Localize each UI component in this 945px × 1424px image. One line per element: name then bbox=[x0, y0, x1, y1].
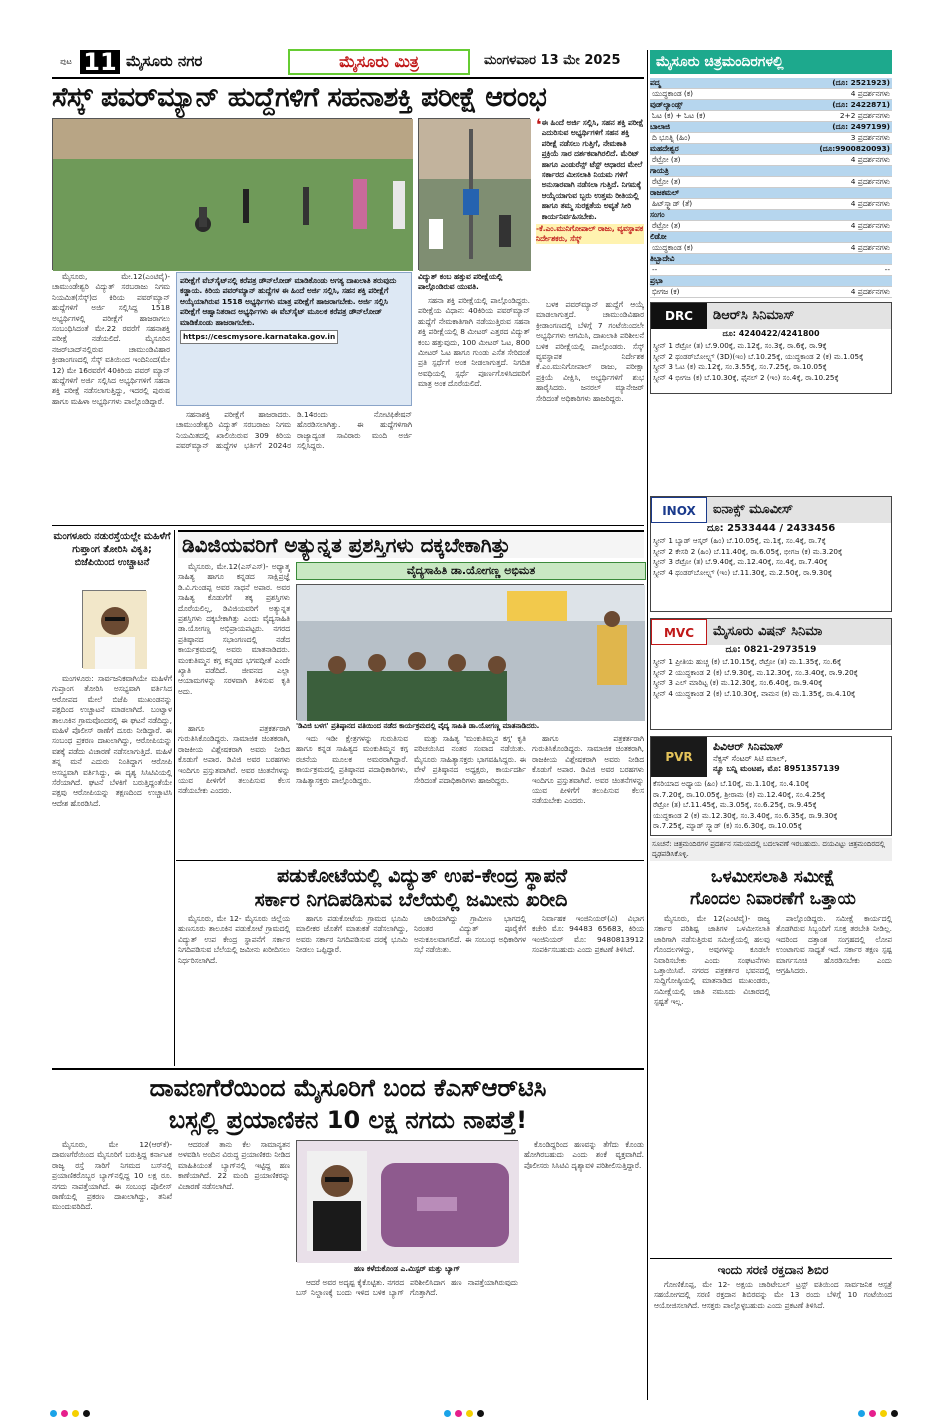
hall-phone: (ದೂ: 2497199) bbox=[832, 122, 890, 131]
show-count: 4 ಪ್ರದರ್ಶನಗಳು bbox=[850, 155, 890, 164]
show-count: 2+2 ಪ್ರದರ್ಶನಗಳು bbox=[839, 111, 890, 120]
davanagere-col-4-text: ಕೊಂಡಿದ್ದರಿಂದ ಹಣವನ್ನು ತೆಗೆದು ಕೊಂಡು ಹೋಗಿರಬಹುದು ಎಂದು ಶಂಕೆ ವ್ಯಕ್ತವಾಗಿದೆ. ಪೊಲೀಸರು ಸಿಸಿಟಿವಿ ದೃಶ್ಯಾವಳಿ ಪರಿಶೀಲಿಸುತ್ತಿದ್ದಾರೆ. bbox=[524, 1140, 644, 1170]
lead-col-3 bbox=[418, 296, 530, 522]
hall-show bbox=[650, 221, 892, 232]
bag-and-portrait-illustration bbox=[297, 1141, 519, 1263]
hall-name bbox=[650, 276, 892, 287]
pole-climb-illustration bbox=[419, 119, 531, 271]
show-title: ಯುದ್ಧಕಾಂಡ (ಕ) bbox=[652, 89, 693, 98]
right-column-rule bbox=[647, 50, 648, 1400]
lead-col-3-text: ಸಹನಾ ಶಕ್ತಿ ಪರೀಕ್ಷೆಯಲ್ಲಿ ಪಾಲ್ಗೊಂಡಿದ್ದರು. ಪರೀಕ್ಷೆಯ ವಿಧಾನ: 40ಕಿರಿಯ ಪವರ್‌ಮ್ಯಾನ್ ಹುದ್ದೆಗೆ ನೇಮಕಾತಿಗಾಗಿ ನಡೆಯುತ್ತಿರುವ ಸಹನಾ ಶಕ್ತಿ ಪರೀಕ್ಷೆಯಲ್ಲಿ 8 ಮೀಟರ್ ಎತ್ತರದ ವಿದ್ಯುತ್ ಕಂಬ ಹತ್ತುವುದು, 100 ಮೀಟರ್ ಓಟ, 800 ಮೀಟರ್ ಓಟ ಹಾಗೂ ಗುಂಡು ಎಸೆತ ಸೇರಿದಂತೆ ಪ್ರತಿ ಸ್ಪರ್ಧೆಗೆ ಅಂಕ ನೀಡಲಾಗುತ್ತದೆ. ನಿಗದಿತ ಅವಧಿಯಲ್ಲಿ ಸ್ಪರ್ಧೆ ಪೂರ್ಣಗೊಳಿಸಿದವರಿಗೆ ಮಾತ್ರ ಅಂಕ ದೊರೆಯಲಿದೆ. bbox=[418, 296, 530, 389]
mvc-phone: ದೂ: 0821-2973519 bbox=[725, 645, 817, 655]
paduko-col-3-text: ಜಾರಿಯಾಗಿದ್ದು ಗ್ರಾಮೀಣ ಭಾಗದಲ್ಲಿ ನಿರಂತರ ವಿದ್ಯುತ್ ಪೂರೈಕೆಗೆ ಅನುಕೂಲವಾಗಲಿದೆ. ಈ ಸಂಬಂಧ ಅಧಿಕಾರಿಗಳ ಸಭೆ ನಡೆಯಿತು. bbox=[414, 914, 526, 955]
paduko-col-3 bbox=[414, 914, 526, 1064]
lead-photo-shotput bbox=[52, 118, 412, 270]
lead-col-4 bbox=[536, 300, 644, 522]
olameesalati-col-1-text: ಮೈಸೂರು, ಮೇ 12(ಎಂಟಿವೈ)- ರಾಜ್ಯ ಸರ್ಕಾರ ಪರಿಶಿಷ್ಟ ಜಾತಿಗಳ ಒಳಮೀಸಲಾತಿ ಜಾರಿಗಾಗಿ ನಡೆಸುತ್ತಿರುವ ಸಮೀಕ್ಷೆಯಲ್ಲಿ ಹಲವು ಗೊಂದಲಗಳಿದ್ದು, ಅವುಗಳನ್ನು ಕೂಡಲೇ ನಿವಾರಿಸಬೇಕು ಎಂದು ಸಂಘಟನೆಗಳು ಒತ್ತಾಯಿಸಿವೆ. ನಗರದ ಪತ್ರಕರ್ತರ ಭವನದಲ್ಲಿ ಸುದ್ದಿಗೋಷ್ಠಿಯಲ್ಲಿ ಮಾತನಾಡಿದ ಮುಖಂಡರು, ಸಮೀಕ್ಷೆಯಲ್ಲಿ ಜಾತಿ ನಮೂದು ವಿಚಾರದಲ್ಲಿ ಸ್ಪಷ್ಟತೆ ಇಲ್ಲ. bbox=[654, 914, 770, 1007]
page-number-box bbox=[52, 50, 122, 74]
show-title: ಭೀಗಜ (ಕ) bbox=[652, 287, 680, 296]
olameesalati-col-1 bbox=[654, 914, 770, 1256]
show-row: ಕೆಸರಿಯಾದ ಅಧ್ಯಾಯ (ಹಿಂ) ಬೆ.10ಕ್ಕೆ, ಮ.1.10ಕ್ಕೆ, ಸಂ.4.10ಕ್ಕೆ bbox=[653, 779, 809, 788]
show-row: ಸ್ಕ್ರೀನ್ 2 ಥಂಡರ್‌ಬೋಲ್ಟ್ಸ್ (3D)(ಇಂ) ಬೆ.10.25ಕ್ಕೆ, ಯುದ್ಧಕಾಂಡ 2 (ಕ) ಮ.1.05ಕ್ಕೆ bbox=[653, 351, 864, 361]
paduko-col-4 bbox=[532, 914, 644, 1064]
show-row: ಸ್ಕ್ರೀನ್ 3 ಎಲ್ ಮಾರಿಟ್ಟ (ಕ) ಮ.12.30ಕ್ಕೆ, ಸಂ.6.40ಕ್ಕೆ, ರಾ.9.40ಕ್ಕೆ bbox=[653, 678, 823, 688]
show-row: ಯುದ್ಧಕಾಂಡ 2 (ಕ) ಮ.12.30ಕ್ಕೆ, ಸಂ.3.40ಕ್ಕೆ, ಸಂ.6.35ಕ್ಕೆ, ರಾ.9.30ಕ್ಕೆ bbox=[653, 810, 838, 820]
drc-logo: DRC bbox=[651, 303, 707, 329]
yellow-dot bbox=[72, 1410, 79, 1417]
hall-show bbox=[650, 287, 892, 298]
hall-show bbox=[650, 133, 892, 144]
davanagere-photo-caption: ಹಣ ಕಳೆದುಕೊಂಡ ಎ.ಮಿಸ್ಟರ್ ಮತ್ತು ಬ್ಯಾಗ್ bbox=[353, 1264, 461, 1273]
cyan-dot bbox=[50, 1410, 57, 1417]
md-quote-box bbox=[536, 118, 644, 300]
pvr-ad bbox=[650, 736, 892, 836]
hall-phone: (ದೂ: 2521923) bbox=[832, 78, 890, 87]
show-title: ಹಿಟ್‌ಸ್ಕ್ವಾಡ್ (ತೆ) bbox=[652, 199, 693, 208]
davanagere-col-1 bbox=[52, 1140, 172, 1398]
show-count: 4 ಪ್ರದರ್ಶನಗಳು bbox=[850, 199, 890, 208]
show-row: ಸ್ಕ್ರೀನ್ 2 ಯುದ್ಧಕಾಂಡ 2 (ಕ) ಬೆ.9.30ಕ್ಕೆ, ಮ.12.30ಕ್ಕೆ, ಸಂ.3.40ಕ್ಕೆ, ರಾ.9.20ಕ್ಕೆ bbox=[653, 667, 858, 677]
show-row: ಸ್ಕ್ರೀನ್ 3 ರೆಟ್ರೋ (ತ) ಬೆ.9.40ಕ್ಕೆ, ಮ.12.40ಕ್ಕೆ, ಸಂ.4ಕ್ಕೆ, ರಾ.7.40ಕ್ಕೆ bbox=[653, 557, 828, 567]
lead-photo-pole-climb bbox=[418, 118, 530, 270]
show-count: 4 ಪ್ರದರ್ಶನಗಳು bbox=[850, 287, 890, 296]
davanagere-col-2-text: ಆದರಂತೆ ತಾನು ಕೆಲ ಸಾಮಾನ್ಯತನ ಅಳವಡಿಸಿ ಅಂದಿನ ವಿರುದ್ಧ ಪ್ರಯಾಣಿಕರು ನೀಡಿದ ಮಾಹಿತಿಯಂತೆ ಬ್ಯಾಗ್‌ನಲ್ಲಿ ಇಟ್ಟಿದ್ದ ಹಣ ಕಾಣೆಯಾಗಿದೆ. 22 ಮಂದಿ ಪ್ರಯಾಣಿಕರನ್ನು ವಿಚಾರಣೆ ನಡೆಸಲಾಗಿದೆ. bbox=[178, 1140, 290, 1191]
show-title: ರೆಟ್ರೋ (ತ) bbox=[652, 221, 681, 230]
paduko-headline-1: ಪಡುಕೋಟೆಯಲ್ಲಿ ವಿದ್ಯುತ್ ಉಪ-ಕೇಂದ್ರ ಸ್ಥಾಪನೆ bbox=[277, 865, 567, 887]
award-headline: ಡಿವಿಜಿಯವರಿಗೆ ಅತ್ಯುನ್ನತ ಪ್ರಶಸ್ತಿಗಳು ದಕ್ಕಬೇಕಾಗಿತ್ತು bbox=[178, 530, 644, 558]
award-photo bbox=[296, 584, 644, 720]
stage-illustration bbox=[297, 585, 645, 721]
drc-name: ಡಿಆರ್‌ಸಿ ಸಿನಿಮಾಸ್ bbox=[707, 303, 891, 329]
issue-date: ಮಂಗಳವಾರ 13 ಮೇ 2025 bbox=[484, 53, 621, 68]
hall-name-text: ಪದ್ಮ bbox=[650, 78, 661, 87]
magenta-dot bbox=[61, 1410, 68, 1417]
davanagere-top-rule bbox=[52, 1068, 644, 1070]
hall-name-text: ವುಡ್‌ಲ್ಯಾಂಡ್ಸ್ bbox=[650, 100, 683, 109]
hall-show bbox=[650, 265, 892, 276]
left-column-rule bbox=[174, 530, 175, 1066]
pvr-sub: ನೆಕ್ಸಸ್ ಸೆಂಟರ್ ಸಿಟಿ ಮಾಲ್, bbox=[713, 754, 787, 763]
show-count: 4 ಪ್ರದರ್ಶನಗಳು bbox=[850, 177, 890, 186]
mvc-logo: MVC bbox=[651, 619, 707, 645]
hall-name bbox=[650, 100, 892, 111]
pvr-logo: PVR bbox=[651, 737, 707, 777]
show-count: 4 ಪ್ರದರ್ಶನಗಳು bbox=[850, 243, 890, 252]
lead-col-2b-text: ಸಹನಾಶಕ್ತಿ ಪರೀಕ್ಷೆಗೆ ಹಾಜರಾದರು. ಚಾಮುಂಡೇಶ್ವರಿ ವಿದ್ಯುತ್ ಸರಬರಾಜು ನಿಗಮ ನಿಯಮಿತದಲ್ಲಿ ಖಾಲಿಯಿರುವ 309 ಕಿರಿಯ ಪವರ್‌ಮ್ಯಾನ್ ಹುದ್ದೆಗಳ ಭರ್ತಿಗೆ 2024ರ ಡಿ.14ರಂದು ನೋಟಿಫಿಕೇಷನ್ ಹೊರಡಿಸಲಾಗಿತ್ತು. ಈ ಹುದ್ದೆಗಳಿಗಾಗಿ ರಾಜ್ಯಾದ್ಯಂತ ಸಾವಿರಾರು ಮಂದಿ ಅರ್ಜಿ ಸಲ್ಲಿಸಿದ್ದರು. bbox=[176, 410, 412, 451]
page-label: ಪುಟ bbox=[60, 57, 72, 66]
award-col-1 bbox=[178, 562, 290, 722]
printer-registration-dots-right bbox=[858, 1410, 898, 1417]
cyan-dot bbox=[858, 1410, 865, 1417]
show-title: ದಿ ಭೂತ್ನಿ (ಹಿಂ) bbox=[652, 133, 691, 142]
hall-name-text: ಬಾಲಾಜಿ bbox=[650, 122, 671, 131]
lead-col-2b bbox=[176, 410, 412, 522]
quote-author: -ಕೆ.ಎಂ.ಮುನಿಗೋಪಾಲ್ ರಾಜು, ವ್ಯವಸ್ಥಾಪಕ ನಿರ್ದೇಶಕರು, ಸೆಸ್ಕ್ bbox=[536, 224, 644, 244]
inox-shows bbox=[651, 534, 891, 580]
davanagere-col-4 bbox=[524, 1140, 644, 1398]
olameesalati-headline-1: ಒಳಮೀಸಲಾತಿ ಸಮೀಕ್ಷೆ bbox=[711, 867, 835, 887]
show-title: ರೆಟ್ರೋ (ತ) bbox=[652, 155, 681, 164]
paduko-col-4-text: ನಿರ್ವಾಹಕ ಇಂಜಿನಿಯರ್(ವಿ) ವಿಭಾಗ ಕಚೇರಿ ಮೊ: 94483 65683, ಕಿರಿಯ ಇಂಜಿನಿಯರ್ ಮೊ: 9480813912 ಸಂಪರ್ಕಿಸಬಹುದು ಎಂದು ಪ್ರಕಟಣೆ ತಿಳಿಸಿದೆ. bbox=[532, 914, 644, 955]
hall-name bbox=[650, 78, 892, 89]
award-col-3-text: ಇದು ಇಡೀ ಕ್ಷೇತ್ರಗಳನ್ನು ಗುರುತಿಸುವ ಹಾಗೂ ಕನ್ನಡ ಸಾಹಿತ್ಯದ ಮಂಕುತಿಮ್ಮನ ಕಗ್ಗ ರಚನೆಯ ಮೂಲಕ ಅಮರರಾಗಿದ್ದಾರೆ. ಕಾರ್ಯಕ್ರಮದಲ್ಲಿ ಪ್ರತಿಷ್ಠಾನದ ಪದಾಧಿಕಾರಿಗಳು, ಸಾಹಿತ್ಯಾಸಕ್ತರು ಪಾಲ್ಗೊಂಡಿದ್ದರು. bbox=[296, 734, 408, 785]
show-row: ಸ್ಕ್ರೀನ್ 4 ಯುದ್ಧಕಾಂಡ 2 (ಕ) ಬೆ.10.30ಕ್ಕೆ, ವಾಮನ (ಕ) ಮ.1.35ಕ್ಕೆ, ರಾ.4.10ಕ್ಕೆ bbox=[653, 688, 856, 698]
show-row: ಸ್ಕ್ರೀನ್ 2 ಕೇಸರಿ 2 (ಹಿಂ) ಬೆ.11.40ಕ್ಕೆ, ರಾ.6.05ಕ್ಕೆ, ಭೀಗಜ (ಕ) ಮ.3.20ಕ್ಕೆ bbox=[653, 546, 843, 556]
blood-body bbox=[654, 1280, 892, 1398]
award-col-1-text: ಮೈಸೂರು, ಮೇ.12(ಎಸ್‌ಎಸ್)- ಅಧ್ಯಾತ್ಮ ಸಾಹಿತ್ಯ ಹಾಗೂ ಕನ್ನಡದ ಸಾಕ್ಷಿಪ್ರಜ್ಞೆ ಡಿ.ವಿ.ಗುಂಡಪ್ಪ ಅವರ ಸಾಧನೆ ಅಪಾರ. ಅವರ ಸಾಹಿತ್ಯ ಕೊಡುಗೆಗೆ ತಕ್ಕ ಪ್ರಶಸ್ತಿಗಳು ದೊರೆಯಲಿಲ್ಲ, ಡಿವಿಜಿಯವರಿಗೆ ಅತ್ಯುನ್ನತ ಪ್ರಶಸ್ತಿಗಳು ದಕ್ಕಬೇಕಾಗಿತ್ತು ಎಂದು ವೈದ್ಯಸಾಹಿತಿ ಡಾ.ಯೋಗಣ್ಣ ಅಭಿಪ್ರಾಯಪಟ್ಟರು. ನಗರದ ಪ್ರತಿಷ್ಠಾನದ ಸಭಾಂಗಣದಲ್ಲಿ ನಡೆದ ಕಾರ್ಯಕ್ರಮದಲ್ಲಿ ಅವರು ಮಾತನಾಡಿದರು. ಮಂಕುತಿಮ್ಮನ ಕಗ್ಗ ಕನ್ನಡದ ಭಗವದ್ಗೀತೆ ಎಂದೇ ಖ್ಯಾತಿ ಪಡೆದಿದೆ. ಜೀವನದ ಎಲ್ಲಾ ಆಯಾಮಗಳನ್ನು ಸರಳವಾಗಿ ತಿಳಿಸುವ ಕೃತಿ ಅದು. bbox=[178, 562, 290, 696]
hall-name bbox=[650, 122, 892, 133]
hall-show bbox=[650, 89, 892, 100]
hall-name bbox=[650, 166, 892, 177]
show-row: ಸ್ಕ್ರೀನ್ 1 ರೆಟ್ರೋ (ತ) ಬೆ.9.00ಕ್ಕೆ, ಮ.12ಕ್ಕೆ, ಸಂ.3ಕ್ಕೆ, ರಾ.6ಕ್ಕೆ, ರಾ.9ಕ್ಕೆ bbox=[653, 341, 827, 350]
blood-body-text: ಗೋಣಿಕೊಪ್ಪ, ಮೇ 12- ಅಕ್ಷಯ ಚಾರಿಟೇಬಲ್ ಟ್ರಸ್ಟ್ ವತಿಯಿಂದ ಸಾರ್ವಜನಿಕ ಆಸ್ಪತ್ರೆ ಸಹಯೋಗದಲ್ಲಿ ಸರಣಿ ರಕ್ತದಾನ ಶಿಬಿರವನ್ನು ಮೇ 13 ರಂದು ಬೆಳಿಗ್ಗೆ 10 ಗಂಟೆಯಿಂದ ಆಯೋಜಿಸಲಾಗಿದೆ. ಆಸಕ್ತರು ಪಾಲ್ಗೊಳ್ಳಬಹುದು ಎಂದು ಪ್ರಕಟಣೆ ತಿಳಿಸಿದೆ. bbox=[654, 1280, 892, 1310]
black-dot bbox=[83, 1410, 90, 1417]
drc-phone: ದೂ: 4240422/4241800 bbox=[722, 329, 820, 338]
printer-registration-dots-center bbox=[444, 1410, 484, 1417]
davanagere-col-3-text: ಆದರೆ ಅವರ ಅದೃಷ್ಟ ಕೈಕೊಟ್ಟಿತು. ನಗರದ ಬಸ್ ನಿಲ್ದಾಣಕ್ಕೆ ಬಂದು ಇಳಿದ ಬಳಿಕ ಬ್ಯಾಗ್ ಪರಿಶೀಲಿಸಿದಾಗ ಹಣ ನಾಪತ್ತೆಯಾಗಿರುವುದು ಗೊತ್ತಾಗಿದೆ. bbox=[296, 1278, 518, 1298]
award-col-2-text: ಹಾಗೂ ಪತ್ರಕರ್ತರಾಗಿ ಗುರುತಿಸಿಕೊಂಡಿದ್ದರು. ಸಾಮಾಜಿಕ ಚಿಂತಕರಾಗಿ, ರಾಜಕೀಯ ವಿಶ್ಲೇಷಕರಾಗಿ ಅವರು ನೀಡಿದ ಕೊಡುಗೆ ಅಪಾರ. ಡಿವಿಜಿ ಅವರ ಬರಹಗಳು ಇಂದಿಗೂ ಪ್ರಸ್ತುತವಾಗಿವೆ. ಅವರ ಚಿಂತನೆಗಳನ್ನು ಯುವ ಪೀಳಿಗೆಗೆ ತಲುಪಿಸುವ ಕೆಲಸ ನಡೆಯಬೇಕು ಎಂದರು. bbox=[178, 724, 290, 796]
pvr-phone: ನ್ಯೂ ಬನ್ನಿ ಮಂಟಪ, ಮೊ: 8951357139 bbox=[713, 764, 840, 773]
hall-name-text: ಲಿಡೋ bbox=[650, 232, 667, 241]
davanagere-col-2 bbox=[178, 1140, 290, 1398]
show-row: ಸ್ಕ್ರೀನ್ 4 ಥಂಡರ್‌ಬೋಲ್ಟ್ಸ್ (ಇಂ) ಬೆ.11.30ಕ್ಕೆ, ಮ.2.50ಕ್ಕೆ, ರಾ.9.30ಕ್ಕೆ bbox=[653, 567, 833, 577]
hall-name bbox=[650, 254, 892, 265]
hall-name-text: ತಿಬ್ಬಾದೇವಿ bbox=[650, 254, 675, 263]
paduko-col-2 bbox=[296, 914, 408, 1064]
cinema-note: ಸೂಚನೆ: ಚಿತ್ರಮಂದಿರಗಳ ಪ್ರದರ್ಶನ ಸಮಯದಲ್ಲಿ ಬದಲಾವಣೆ ಇರಬಹುದು. ದಯವಿಟ್ಟು ಚಿತ್ರಮಂದಿರದಲ್ಲಿ ದೃಢಪಡಿಸಿಕೊಳ್ಳಿ. bbox=[650, 838, 892, 861]
blood-top-rule bbox=[650, 1258, 892, 1259]
olameesalati-headline-2: ಗೊಂದಲ ನಿವಾರಣೆಗೆ ಒತ್ತಾಯ bbox=[690, 889, 856, 909]
lead-info-box bbox=[176, 272, 412, 406]
show-count: 4 ಪ್ರದರ್ಶನಗಳು bbox=[850, 221, 890, 230]
hall-name bbox=[650, 188, 892, 199]
award-col-2 bbox=[296, 734, 408, 856]
lead-headline: ಸೆಸ್ಕ್ ಪವರ್‌ಮ್ಯಾನ್ ಹುದ್ದೆಗಳಿಗೆ ಸಹನಾಶಕ್ತಿ ಪರೀಕ್ಷೆ ಆರಂಭ bbox=[52, 82, 547, 113]
paduko-headline-2: ಸರ್ಕಾರ ನಿಗದಿಪಡಿಸುವ ಬೆಲೆಯಲ್ಲಿ ಜಮೀನು ಖರೀದಿ bbox=[254, 889, 568, 911]
hall-phone: (ದೂ:9900820093) bbox=[819, 144, 890, 153]
davanagere-col-1-text: ಮೈಸೂರು, ಮೇ 12(ಆರ್‌ಕೆ)- ದಾವಣಗೆರೆಯಿಂದ ಮೈಸೂರಿಗೆ ಬರುತ್ತಿದ್ದ ಕರ್ನಾಟಕ ರಾಜ್ಯ ರಸ್ತೆ ಸಾರಿಗೆ ನಿಗಮದ ಬಸ್‌ನಲ್ಲಿ ಪ್ರಯಾಣಿಕರೊಬ್ಬರ ಬ್ಯಾಗ್‌ನಲ್ಲಿದ್ದ 10 ಲಕ್ಷ ರೂ. ನಗದು ನಾಪತ್ತೆಯಾಗಿದೆ. ಈ ಸಂಬಂಧ ಪೊಲೀಸ್ ಠಾಣೆಯಲ್ಲಿ ಪ್ರಕರಣ ದಾಖಲಾಗಿದ್ದು, ತನಿಖೆ ಮುಂದುವರಿದಿದೆ. bbox=[52, 1140, 172, 1212]
paduko-col-1 bbox=[178, 914, 290, 1064]
lead-col-1-text: ಮೈಸೂರು, ಮೇ.12(ಎಂಟಿವೈ)- ಚಾಮುಂಡೇಶ್ವರಿ ವಿದ್ಯುತ್ ಸರಬರಾಜು ನಿಗಮ ನಿಯಮಿತ(ಸೆಸ್ಕ್)ದ ಕಿರಿಯ ಪವರ್‌ಮ್ಯಾನ್ ಹುದ್ದೆಗಳಿಗೆ ಅರ್ಜಿ ಸಲ್ಲಿಸಿದ್ದ 1518 ಅಭ್ಯರ್ಥಿಗಳಲ್ಲಿ ಪರೀಕ್ಷೆಗೆ ಹಾಜರಾಗಲು ಸಂಬಂಧಿಸಿದಂತೆ ಮೇ.22 ರವರೆಗೆ ಸಹನಾಶಕ್ತಿ ಪರೀಕ್ಷೆ ನಡೆಯಲಿದೆ. ಮೈಸೂರಿನ ನಜರ್‌ಬಾದ್‌ನಲ್ಲಿರುವ ಚಾಮುಂಡಿವಿಹಾರ ಕ್ರೀಡಾಂಗಣದಲ್ಲಿ ಸೆಸ್ಕ್ ವತಿಯಿಂದ ಇಂದಿನಿಂದ(ಮೇ 12) ಮೇ 16ರವರೆಗೆ 40ಕಿರಿಯ ಪವರ್ ಮ್ಯಾನ್ ಹುದ್ದೆಗಳಿಗೆ ಅರ್ಜಿ ಸಲ್ಲಿಸಿದ ಅಭ್ಯರ್ಥಿಗಳಿಗೆ ಸಹನಾ ಶಕ್ತಿ ಪರೀಕ್ಷೆ ನಡೆಸಲಾಗುತ್ತಿದ್ದು, ಇದರಲ್ಲಿ ಪುರುಷ ಹಾಗೂ ಮಹಿಳಾ ಅಭ್ಯರ್ಥಿಗಳು ಪಾಲ್ಗೊಂಡಿದ್ದಾರೆ. bbox=[52, 272, 170, 406]
award-col-1-repeat: ಹಾಗೂ ಪತ್ರಕರ್ತರಾಗಿ ಗುರುತಿಸಿಕೊಂಡಿದ್ದರು. ಸಾಮಾಜಿಕ ಚಿಂತಕರಾಗಿ, ರಾಜಕೀಯ ವಿಶ್ಲೇಷಕರಾಗಿ ಅವರು ನೀಡಿದ ಕೊಡುಗೆ ಅಪಾರ. ಡಿವಿಜಿ ಅವರ ಬರಹಗಳು ಇಂದಿಗೂ ಪ್ರಸ್ತುತವಾಗಿವೆ. ಅವರ ಚಿಂತನೆಗಳನ್ನು ಯುವ ಪೀಳಿಗೆಗೆ ತಲುಪಿಸುವ ಕೆಲಸ ನಡೆಯಬೇಕು ಎಂದರು. bbox=[532, 734, 644, 806]
cyan-dot bbox=[444, 1410, 451, 1417]
show-row: ರಾ.7.20ಕ್ಕೆ, ರಾ.10.05ಕ್ಕೆ, ಶ್ರೀರಾಮ (ಕ) ಮ.12.40ಕ್ಕೆ, ಸಂ.4.25ಕ್ಕೆ bbox=[653, 789, 826, 799]
black-dot bbox=[891, 1410, 898, 1417]
olameesalati-col-2 bbox=[776, 914, 892, 1256]
show-title: ಯುದ್ಧಕಾಂಡ (ಕ) bbox=[652, 243, 693, 252]
inox-logo: INOX bbox=[651, 497, 707, 523]
inox-phone: ದೂ: 2533444 / 2433456 bbox=[706, 523, 836, 534]
info-box-text: ಪರೀಕ್ಷೆಗೆ ವೆಬ್‌ಸೈಟ್‌ನಲ್ಲಿ ಕರೆಪತ್ರ ಡೌನ್‌ಲೋಡ್ ಮಾಡಿಕೊಂಡು ಅಗತ್ಯ ದಾಖಲಾತಿ ತರುವುದು ಕಡ್ಡಾಯ. ಕಿರಿಯ ಪವರ್‌ಮ್ಯಾನ್ ಹುದ್ದೆಗಳ ಈ ಹಿಂದೆ ಅರ್ಜಿ ಸಲ್ಲಿಸಿ, ಸಹನ ಶಕ್ತಿ ಪರೀಕ್ಷೆಗೆ ಆಯ್ಕೆಯಾಗಿರುವ 1518 ಅಭ್ಯರ್ಥಿಗಳು ಮಾತ್ರ ಪರೀಕ್ಷೆಗೆ ಹಾಜರಾಗಬೇಕು. ಅರ್ಜಿ ಸಲ್ಲಿಸಿ ಪರೀಕ್ಷೆಗೆ ಆಹ್ವಾನಿತರಾದ ಅಭ್ಯರ್ಥಿಗಳು ಈ ವೆಬ್‌ಸೈಟ್ ಮೂಲಕ ಕರೆಪತ್ರ ಡೌನ್‌ಲೋಡ್ ಮಾಡಿಕೊಂಡು ಹಾಜರಾಗಬೇಕು. bbox=[180, 276, 397, 327]
hall-show bbox=[650, 199, 892, 210]
hall-show bbox=[650, 111, 892, 122]
athletes-illustration bbox=[53, 119, 413, 271]
davanagere-headline-1: ದಾವಣಗೆರೆಯಿಂದ ಮೈಸೂರಿಗೆ ಬಂದ ಕೆಎಸ್‌ಆರ್‌ಟಿಸಿ bbox=[149, 1074, 547, 1102]
inox-name: ಐನಾಕ್ಸ್ ಮೂವೀಸ್ bbox=[707, 497, 891, 523]
hall-name-text: ಸಂಗಂ bbox=[650, 210, 665, 219]
award-kicker: ವೈದ್ಯಸಾಹಿತಿ ಡಾ.ಯೋಗಣ್ಣ ಅಭಿಮತ bbox=[296, 562, 646, 580]
hall-phone: (ದೂ: 2422871) bbox=[832, 100, 890, 109]
black-dot bbox=[477, 1410, 484, 1417]
magenta-dot bbox=[869, 1410, 876, 1417]
show-count: -- bbox=[884, 265, 890, 274]
photo2-caption: ವಿದ್ಯುತ್ ಕಂಬ ಹತ್ತುವ ಪರೀಕ್ಷೆಯಲ್ಲಿ ಪಾಲ್ಗೊಂಡಿರುವ ಯುವತಿ. bbox=[418, 272, 503, 291]
hall-name-text: ಪ್ರಭಾ bbox=[650, 276, 663, 285]
award-col-4 bbox=[532, 734, 644, 856]
show-row: ಸ್ಕ್ರೀನ್ 3 ಓಟ (ಕ) ಮ.12ಕ್ಕೆ, ಸಂ.3.55ಕ್ಕೆ, ಸಂ.7.25ಕ್ಕೆ, ರಾ.10.05ಕ್ಕೆ bbox=[653, 362, 827, 372]
award-col-3 bbox=[414, 734, 526, 856]
lead-col-1 bbox=[52, 272, 170, 522]
md-quote: ಈ ಹಿಂದೆ ಅರ್ಜಿ ಸಲ್ಲಿಸಿ, ಸಹನ ಶಕ್ತಿ ಪರೀಕ್ಷೆ ಎದುರಿಸುವ ಅಭ್ಯರ್ಥಿಗಳಿಗೆ ಸಹನ ಶಕ್ತಿ ಪರೀಕ್ಷೆ ನಡೆಸಲು ಗುತ್ತಿಗೆ, ನೇಮಕಾತಿ ಪ್ರಕ್ರಿಯೆ ಸಾರ ದರ್ಶಕವಾಗಿರಲಿದೆ. ಮೆರಿಟ್ ಹಾಗೂ ಎಂಡುರೆನ್ಸ್ ಟೆಸ್ಟ್ ಆಧಾರದ ಮೇಲೆ ಸರ್ಕಾರದ ಮೀಸಲಾತಿ ನಿಯಮ ಗಳಿಗೆ ಅನುಸಾರವಾಗಿ ನಡೆಸಲಾ ಗುತ್ತಿದೆ. ನಿಗಮಕ್ಕೆ ಆಯ್ಕೆಯಾಗುವ ಬ್ಬರು ಉತ್ತಮ ರೀತಿಯಲ್ಲಿ ಹಾಗೂ ತಮ್ಮ ಸುರಕ್ಷತೆಯ ಅವ್ಯತೆ ಸೀರಿ ಕಾರ್ಯನಿರ್ವಹಿಸಬೇಕು. bbox=[541, 118, 644, 221]
davanagere-headline-2: ಬಸ್ಸಲ್ಲಿ ಪ್ರಯಾಣಿಕನ 10 ಲಕ್ಷ ನಗದು ನಾಪತ್ತೆ! bbox=[168, 1106, 528, 1134]
mangaluru-photo bbox=[82, 590, 146, 668]
section-title: ಮೈಸೂರು ನಗರ bbox=[126, 52, 203, 70]
award-bottom-rule bbox=[176, 860, 644, 861]
cesc-website-link[interactable]: https://cescmysore.karnataka.gov.in bbox=[180, 330, 338, 344]
magenta-dot bbox=[455, 1410, 462, 1417]
lead-bottom-rule bbox=[52, 525, 644, 526]
mangaluru-body bbox=[52, 674, 172, 1066]
drc-shows bbox=[651, 339, 891, 385]
printer-registration-dots-left bbox=[50, 1410, 90, 1417]
mangaluru-body-text: ಮಂಗಳೂರು: ಸಾರ್ವಜನಿಕವಾಗಿಯೇ ಮಹಿಳೆಗೆ ಗುಪ್ತಾಂಗ ತೋರಿಸಿ ಅಸಭ್ಯವಾಗಿ ವರ್ತಿಸಿದ ಆರೋಪದ ಮೇಲೆ ಬಿಜೆಪಿ ಮುಖಂಡನನ್ನು ಪಕ್ಷದಿಂದ ಉಚ್ಚಾಟನೆ ಮಾಡಲಾಗಿದೆ. ಬಂಟ್ವಾಳ ತಾಲೂಕಿನ ಗ್ರಾಮವೊಂದರಲ್ಲಿ ಈ ಘಟನೆ ನಡೆದಿದ್ದು, ಮಹಿಳೆ ಪೊಲೀಸ್ ಠಾಣೆಗೆ ದೂರು ನೀಡಿದ್ದಾರೆ. ಈ ಸಂಬಂಧ ಪ್ರಕರಣ ದಾಖಲಾಗಿದ್ದು, ಆರೋಪಿಯನ್ನು ವಶಕ್ಕೆ ಪಡೆದು ವಿಚಾರಣೆ ನಡೆಸಲಾಗುತ್ತಿದೆ. ಮಹಿಳೆ ತನ್ನ ಮನೆ ಎದುರು ನಿಂತಿದ್ದಾಗ ಆರೋಪಿ ಅಸಭ್ಯವಾಗಿ ವರ್ತಿಸಿದ್ದು, ಈ ದೃಶ್ಯ ಸಿಸಿಟಿವಿಯಲ್ಲಿ ಸೆರೆಯಾಗಿದೆ. ಘಟನೆ ಬೆಳಕಿಗೆ ಬರುತ್ತಿದ್ದಂತೆಯೇ ಪಕ್ಷವು ಆರೋಪಿಯನ್ನು ತಕ್ಷಣದಿಂದ ಉಚ್ಚಾಟಿಸಿ ಆದೇಶ ಹೊರಡಿಸಿದೆ. bbox=[52, 674, 172, 808]
yellow-dot bbox=[880, 1410, 887, 1417]
yellow-dot bbox=[466, 1410, 473, 1417]
show-row: ರೆಟ್ರೋ (ತ) ಬೆ.11.45ಕ್ಕೆ, ಮ.3.05ಕ್ಕೆ, ಸಂ.6.25ಕ್ಕೆ, ರಾ.9.45ಕ್ಕೆ bbox=[653, 800, 817, 810]
hall-show bbox=[650, 177, 892, 188]
award-col-4-text: ಮತ್ತು ಸಾಹಿತ್ಯ 'ಮಂಕುತಿಮ್ಮನ ಕಗ್ಗ' ಕೃತಿ ಪರಿಚಯಿಸಿದ ನಂತರ ಸಂವಾದ ನಡೆಯಿತು. ಮೈಸೂರು ಸಾಹಿತ್ಯಾಸಕ್ತರು ಭಾಗವಹಿಸಿದ್ದರು. ಈ ವೇಳೆ ಪ್ರತಿಷ್ಠಾನದ ಅಧ್ಯಕ್ಷರು, ಕಾರ್ಯದರ್ಶಿ ಸೇರಿದಂತೆ ಪದಾಧಿಕಾರಿಗಳು ಹಾಜರಿದ್ದರು. bbox=[414, 734, 526, 785]
hall-name bbox=[650, 232, 892, 243]
paduko-col-2-text: ಹಾಗೂ ಪಡುಕೋಟೆಯ ಗ್ರಾಮದ ಭೂಮಿ ಮಾಲೀಕರ ಜೊತೆಗೆ ಮಾತುಕತೆ ನಡೆಸಲಾಗಿದ್ದು, ಅವರು ಸರ್ಕಾರ ನಿಗದಿಪಡಿಸುವ ದರಕ್ಕೆ ಭೂಮಿ ನೀಡಲು ಒಪ್ಪಿದ್ದಾರೆ. bbox=[296, 914, 408, 955]
show-title: ಓಟ (ಕ) + ಓಟ (ಕ) bbox=[652, 111, 706, 120]
hall-name bbox=[650, 144, 892, 155]
masthead-logo: ಮೈಸೂರು ಮಿತ್ರ bbox=[288, 49, 470, 75]
mangaluru-headline: ಮಂಗಳೂರು ನಡುರಸ್ತೆಯಲ್ಲೇ ಮಹಿಳೆಗೆ ಗುಪ್ತಾಂಗ ತೋರಿಸಿ ವಿಕೃತಿ; ಬಿಜೆಪಿಯಿಂದ ಉಚ್ಚಾಟನೆ bbox=[53, 531, 171, 568]
lead-col-4-text: ಬಳಕ ಪವರ್‌ಮ್ಯಾನ್ ಹುದ್ದೆಗೆ ಆಯ್ಕೆ ಮಾಡಲಾಗುತ್ತದೆ. ಚಾಮುಂಡಿವಿಹಾರ ಕ್ರೀಡಾಂಗಣದಲ್ಲಿ ಬೆಳಿಗ್ಗೆ 7 ಗಂಟೆಯಿಂದಲೇ ಅಭ್ಯರ್ಥಿಗಳು ಆಗಮಿಸಿ, ದಾಖಲಾತಿ ಪರಿಶೀಲನೆ ಬಳಿಕ ಪರೀಕ್ಷೆಯಲ್ಲಿ ಪಾಲ್ಗೊಂಡರು. ಸೆಸ್ಕ್ ವ್ಯವಸ್ಥಾಪಕ ನಿರ್ದೇಶಕ ಕೆ.ಎಂ.ಮುನಿಗೋಪಾಲ್ ರಾಜು, ಪರೀಕ್ಷಾ ಪ್ರಕ್ರಿಯೆ ವೀಕ್ಷಿಸಿ, ಅಭ್ಯರ್ಥಿಗಳಿಗೆ ಶುಭ ಹಾರೈಸಿದರು. ಜನರಲ್ ಮ್ಯಾನೇಜರ್ ಸೇರಿದಂತೆ ಅಧಿಕಾರಿಗಳು ಹಾಜರಿದ್ದರು. bbox=[536, 300, 644, 403]
blood-headline: ಇಂದು ಸರಣಿ ರಕ್ತದಾನ ಶಿಬಿರ bbox=[717, 1263, 829, 1277]
hall-show bbox=[650, 155, 892, 166]
show-row: ಸ್ಕ್ರೀನ್ 1 ಬ್ಯಾಡ್ ಆಸ್ಕರ್ (ಹಿಂ) ಬೆ.10.05ಕ್ಕೆ, ಮ.1ಕ್ಕೆ, ಸಂ.4ಕ್ಕೆ, ರಾ.7ಕ್ಕೆ bbox=[653, 536, 826, 545]
mvc-shows bbox=[651, 655, 891, 701]
davanagere-photo bbox=[296, 1140, 518, 1262]
hall-name-text: ಗಾಯತ್ರಿ bbox=[650, 166, 669, 175]
cinema-section-title: ಮೈಸೂರು ಚಿತ್ರಮಂದಿರಗಳಲ್ಲಿ bbox=[650, 50, 892, 74]
inox-ad bbox=[650, 496, 892, 612]
show-title: ರೆಟ್ರೋ (ತ) bbox=[652, 177, 681, 186]
olameesalati-col-2-text: ಪಾಲ್ಗೊಂಡಿದ್ದರು. ಸಮೀಕ್ಷೆ ಕಾರ್ಯದಲ್ಲಿ ತೊಡಗಿರುವ ಸಿಬ್ಬಂದಿಗೆ ಸೂಕ್ತ ತರಬೇತಿ ನೀಡಿಲ್ಲ. ಇದರಿಂದ ದತ್ತಾಂಶ ಸಂಗ್ರಹದಲ್ಲಿ ಲೋಪ ಉಂಟಾಗುವ ಸಾಧ್ಯತೆ ಇದೆ. ಸರ್ಕಾರ ತಕ್ಷಣ ಸ್ಪಷ್ಟ ಮಾರ್ಗಸೂಚಿ ಹೊರಡಿಸಬೇಕು ಎಂದು ಆಗ್ರಹಿಸಿದರು. bbox=[776, 914, 892, 976]
portrait-illustration bbox=[83, 591, 147, 669]
page-number: 11 bbox=[80, 50, 120, 74]
award-caption: 'ಡಿವಿಜಿ ಬಳಗ' ಪ್ರತಿಷ್ಠಾನದ ವತಿಯಿಂದ ನಡೆದ ಕಾರ್ಯಕ್ರಮದಲ್ಲಿ ವೈದ್ಯ ಸಾಹಿತಿ ಡಾ.ಯೋಗಣ್ಣ ಮಾತನಾಡಿದರು. bbox=[296, 722, 540, 730]
show-row: ರಾ.7.25ಕ್ಕೆ, ಮ್ಯಾಡ್ ಸ್ಕ್ವಾಡ್ (ಕ) ಸಂ.6.30ಕ್ಕೆ, ರಾ.10.05ಕ್ಕೆ bbox=[653, 821, 802, 831]
drc-cinemas-ad bbox=[650, 302, 892, 394]
pvr-name: ಪಿವಿಆರ್ ಸಿನಿಮಾಸ್ bbox=[713, 740, 784, 753]
show-row: ಸ್ಕ್ರೀನ್ 4 ಭೀಗಜ (ಕ) ಬೆ.10.30ಕ್ಕೆ, ಫೈನಲ್ 2 (ಇಂ) ಸಂ.4ಕ್ಕೆ, ರಾ.10.25ಕ್ಕೆ bbox=[653, 372, 839, 382]
show-row: ಸ್ಕ್ರೀನ್ 1 ಪ್ರೀತಿಯ ಹುಚ್ಚ (ಕ) ಬೆ.10.15ಕ್ಕೆ, ರೆಟ್ರೋ (ತ) ಮ.1.35ಕ್ಕೆ, ಸಂ.6ಕ್ಕೆ bbox=[653, 657, 842, 666]
davanagere-col-3 bbox=[296, 1278, 518, 1398]
hall-name bbox=[650, 210, 892, 221]
show-count: 3 ಪ್ರದರ್ಶನಗಳು bbox=[850, 133, 890, 142]
pvr-shows bbox=[651, 777, 891, 834]
award-col-1b bbox=[178, 724, 290, 856]
hall-name-text: ರಾಜಕಮಲ್ bbox=[650, 188, 680, 197]
paduko-col-1-text: ಮೈಸೂರು, ಮೇ 12- ಮೈಸೂರು ಜಿಲ್ಲೆಯ ಹುಣಸೂರು ತಾಲೂಕಿನ ಪಡುಕೋಟೆ ಗ್ರಾಮದಲ್ಲಿ ವಿದ್ಯುತ್ ಉಪ ಕೇಂದ್ರ ಸ್ಥಾಪನೆಗೆ ಸರ್ಕಾರ ನಿಗದಿಪಡಿಸುವ ಬೆಲೆಯಲ್ಲಿ ಜಮೀನು ಖರೀದಿಸಲು ನಿರ್ಧರಿಸಲಾಗಿದೆ. bbox=[178, 914, 290, 965]
header-rule bbox=[52, 77, 644, 79]
mvc-ad bbox=[650, 618, 892, 730]
show-title: -- bbox=[652, 265, 658, 274]
hall-show bbox=[650, 243, 892, 254]
show-count: 4 ಪ್ರದರ್ಶನಗಳು bbox=[850, 89, 890, 98]
quote-mark: ❛ bbox=[536, 118, 542, 134]
hall-name-text: ಮಹದೇಶ್ವರ bbox=[650, 144, 679, 153]
mvc-name: ಮೈಸೂರು ವಿಷನ್ ಸಿನಿಮಾ bbox=[707, 619, 891, 645]
